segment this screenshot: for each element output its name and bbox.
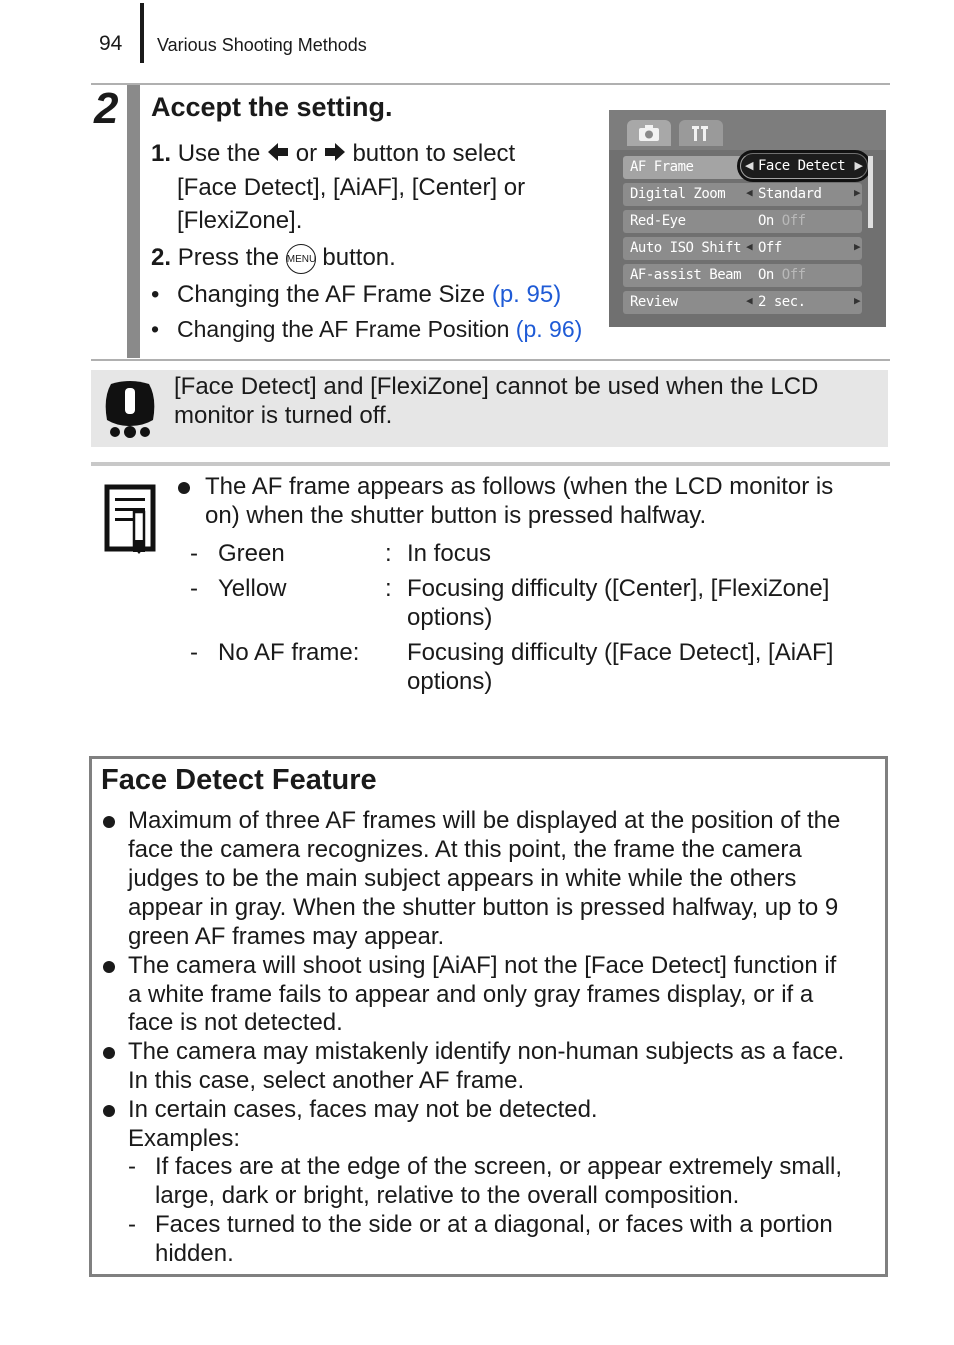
caution-line: [Face Detect] and [FlexiZone] cannot be used when the LCD (174, 373, 819, 400)
item-number: 2. (151, 244, 172, 271)
fd-line: The camera may mistakenly identify non-human subjects as a face. (128, 1038, 845, 1065)
fd-line: face is not detected. (128, 1009, 343, 1036)
lcd-row-value: On Off (758, 213, 806, 229)
bullet: • (151, 316, 160, 342)
lcd-row-red-eye[interactable] (623, 210, 862, 233)
lcd-row-label: Red-Eye (630, 213, 686, 229)
fd-line: a white frame fails to appear and only gray frames display, or if a (128, 981, 814, 1008)
page-link-96[interactable]: (p. 96) (515, 316, 583, 342)
fd-line: hidden. (155, 1240, 234, 1267)
item-text: [Face Detect], [AiAF], [Center] or (177, 174, 526, 201)
bullet-text: Changing the AF Frame Position (177, 316, 510, 342)
lcd-row-label: AF-assist Beam (630, 267, 742, 283)
lcd-row-digital-zoom[interactable] (623, 183, 862, 206)
fd-line: face the camera recognizes. At this point, the frame the camera (128, 836, 802, 863)
header-divider (140, 3, 144, 63)
item-text: Press the (177, 244, 280, 271)
def-colon: : (385, 575, 392, 602)
left-arrow-icon: ◀ (746, 240, 753, 253)
fd-line: judges to be the main subject appears in white while the others (128, 865, 797, 892)
left-arrow-icon: ◀ (745, 160, 754, 172)
lcd-row-review[interactable] (623, 291, 862, 314)
page-number: 94 (99, 32, 123, 55)
left-arrow-icon: ◀ (746, 294, 753, 307)
def-colon: : (385, 540, 392, 567)
item-text: or (295, 140, 318, 167)
lcd-screen (609, 110, 886, 327)
fd-line: The camera will shoot using [AiAF] not the [Face Detect] function if (128, 952, 837, 979)
step-rule (91, 359, 890, 361)
step-sidebar (127, 85, 140, 358)
item-text: button. (322, 244, 396, 271)
lcd-tab-bar (609, 110, 886, 150)
sub-dash: - (128, 1211, 136, 1238)
lcd-row-value: 2 sec. (758, 294, 806, 310)
def-desc: Focusing difficulty ([Center], [FlexiZone] (407, 575, 830, 602)
bullet: • (151, 281, 160, 308)
camera-icon (627, 120, 671, 146)
right-arrow-icon: ▶ (854, 186, 861, 199)
def-dash: - (190, 540, 198, 567)
note-rule (91, 462, 890, 466)
bullet-dot-icon (103, 961, 115, 973)
def-term: Yellow (218, 575, 287, 602)
lcd-row-label: Auto ISO Shift (630, 240, 742, 256)
sub-dash: - (128, 1153, 136, 1180)
lcd-row-value: Standard (758, 186, 822, 202)
item-text: [FlexiZone]. (177, 207, 303, 234)
lcd-row-value: On Off (758, 267, 806, 283)
section-title: Various Shooting Methods (157, 35, 367, 55)
def-dash: - (190, 575, 198, 602)
fd-line: In certain cases, faces may not be detected. (128, 1096, 598, 1123)
bullet-dot-icon (103, 1047, 115, 1059)
tools-icon (679, 120, 723, 146)
def-term: No AF frame: (218, 639, 360, 666)
fd-line: Faces turned to the side or at a diagonal, or faces with a portion (155, 1211, 833, 1238)
fd-line: In this case, select another AF frame. (128, 1067, 525, 1094)
right-arrow-icon: ▶ (854, 160, 863, 172)
left-arrow-icon (267, 139, 289, 172)
lcd-row-label: Review (630, 294, 678, 310)
memo-pencil-icon (104, 484, 160, 554)
fd-line: If faces are at the edge of the screen, or appear extremely small, (155, 1153, 843, 1180)
fd-line: large, dark or bright, relative to the overall composition. (155, 1182, 740, 1209)
def-term: Green (218, 540, 285, 567)
item-text: Use the (177, 140, 261, 167)
header-rule (91, 83, 890, 85)
lcd-row-label: Digital Zoom (630, 186, 726, 202)
lcd-scrollbar (868, 156, 873, 228)
exclamation-icon (103, 380, 157, 438)
def-desc: options) (407, 668, 493, 695)
fd-line: Maximum of three AF frames will be displayed at the position of the (128, 807, 841, 834)
lcd-row-auto-iso-shift[interactable] (623, 237, 862, 260)
fd-line: green AF frames may appear. (128, 923, 445, 950)
note-line: The AF frame appears as follows (when the LCD monitor is (205, 473, 834, 500)
item-number: 1. (151, 140, 172, 167)
caution-line: monitor is turned off. (174, 402, 393, 429)
bullet-dot-icon (103, 1105, 115, 1117)
lcd-selected-value: Face Detect (758, 158, 846, 174)
fd-line: appear in gray. When the shutter button is pressed halfway, up to 9 (128, 894, 839, 921)
def-desc: options) (407, 604, 493, 631)
lcd-row-label: AF Frame (630, 159, 694, 175)
fd-line: Examples: (128, 1125, 241, 1152)
bullet-dot-icon (178, 482, 190, 494)
def-desc: In focus (407, 540, 492, 567)
step-number: 2 (94, 84, 119, 133)
right-arrow-icon: ▶ (854, 294, 861, 307)
left-arrow-icon: ◀ (746, 186, 753, 199)
def-dash: - (190, 639, 198, 666)
right-arrow-icon (324, 139, 346, 172)
caution-text (174, 372, 874, 430)
lcd-row-af-assist-beam[interactable] (623, 264, 862, 287)
bullet-dot-icon (103, 816, 115, 828)
right-arrow-icon: ▶ (854, 240, 861, 253)
menu-button-icon: MENU (286, 244, 316, 274)
caution-box (91, 370, 888, 447)
step-title: Accept the setting. (151, 92, 393, 122)
lcd-row-value: Off (758, 240, 782, 256)
item-text: button to select (352, 140, 516, 167)
note-line: on) when the shutter button is pressed halfway. (205, 502, 707, 529)
page-link-95[interactable]: (p. 95) (491, 281, 562, 308)
bullet-text: Changing the AF Frame Size (177, 281, 486, 308)
def-desc: Focusing difficulty ([Face Detect], [AiAF] (407, 639, 834, 666)
face-detect-title: Face Detect Feature (101, 764, 377, 796)
